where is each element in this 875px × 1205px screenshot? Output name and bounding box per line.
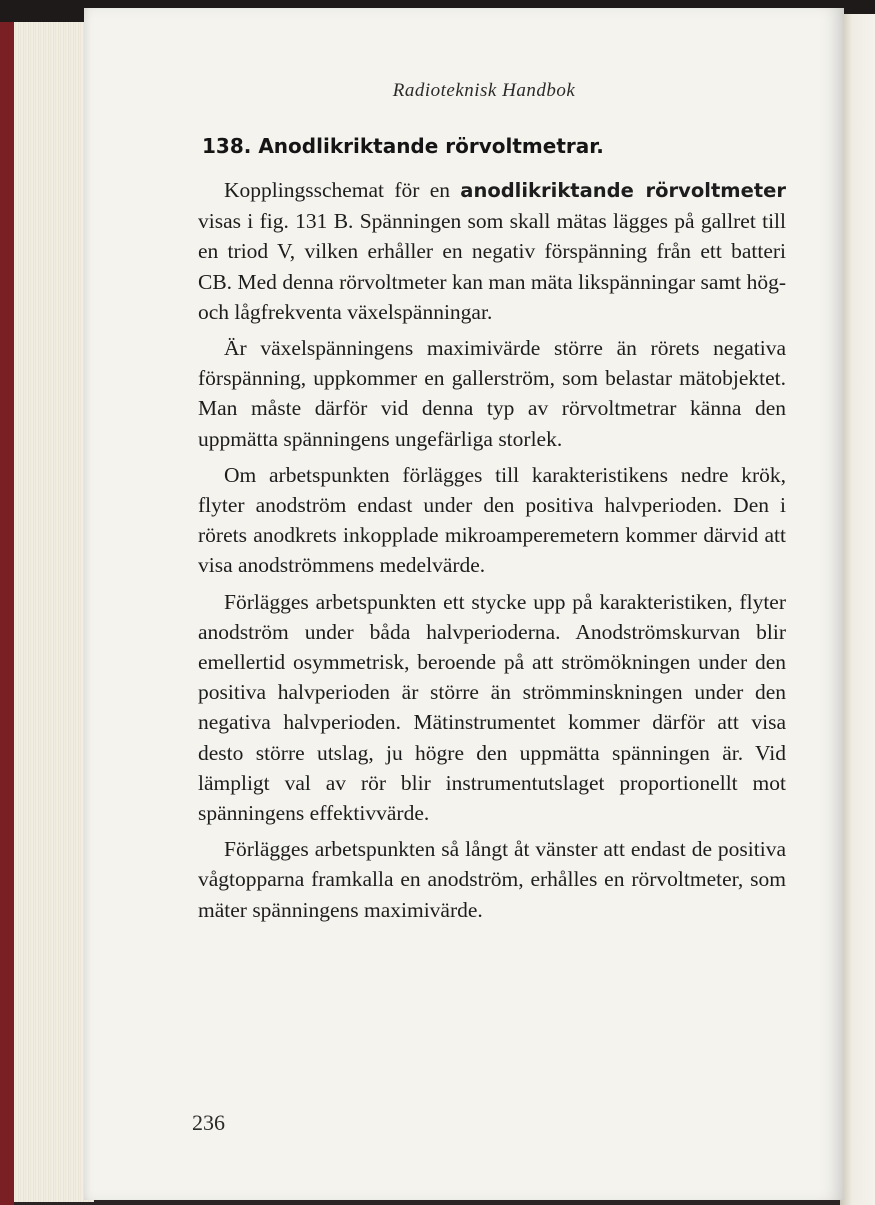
paragraph-5: Förlägges arbetspunkten så långt åt vänster att endast de positiva vågtopparna framkalla en anodström, erhålles en rörvoltmeter, som mäter spänningens maximivärde. (198, 837, 786, 922)
facing-page-edge (840, 14, 875, 1205)
section-title: Anodlikriktande rörvoltmetrar. (258, 134, 604, 158)
section-number: 138. (202, 134, 252, 158)
paragraph-3: Om arbetspunkten förlägges till karakteristikens nedre krök, flyter anodström endast under den positiva halvperioden. Den i rörets anodkrets inkopplade mikroamperemetern kommer därvid att visa anodströmmens medelvärde. (198, 462, 786, 578)
book-page (84, 8, 844, 1200)
paragraph-1-lead: Kopplingsschemat för en (224, 178, 461, 202)
paragraph-1 (198, 175, 786, 327)
paragraph-4: Förlägges arbetspunkten ett stycke upp på karakteristiken, flyter anodström under båda halvperioderna. Anodströmskurvan blir emellertid osymmetrisk, beroende på att strömökningen under den positiva halvperioden är större än strömminskningen under den negativa halvperioden. Mätinstrumentet kommer därför att visa desto större utslag, ju högre den uppmätta spänningen är. Vid lämpligt val av rör blir instrumentutslaget proportionellt mot spänningens effektivvärde. (198, 589, 786, 826)
paragraph-1-rest: visas i fig. 131 B. Spänningen som skall mätas lägges på gallret till en triod V, vilken erhåller en negativ förspänning från ett batteri CB. Med denna rörvoltmeter kan man mäta likspänningar samt hög- och lågfrekventa växelspänningar. (198, 209, 786, 324)
paragraph-2: Är växelspänningens maximivärde större än rörets negativa förspänning, uppkommer en gallerström, som belastar mätobjektet. Man måste därför vid denna typ av rörvoltmetrar känna den uppmätta spänningens ungefärliga storlek. (198, 336, 786, 451)
book-cover-edge (0, 22, 14, 1205)
page-number: 236 (192, 1110, 225, 1135)
running-head: Radioteknisk Handbok (392, 80, 576, 101)
body-text (198, 175, 786, 925)
paragraph-1-emphasis: anodlikriktande rörvoltmeter (460, 179, 786, 202)
page-stack-edge (14, 22, 94, 1202)
section-heading (202, 134, 604, 158)
